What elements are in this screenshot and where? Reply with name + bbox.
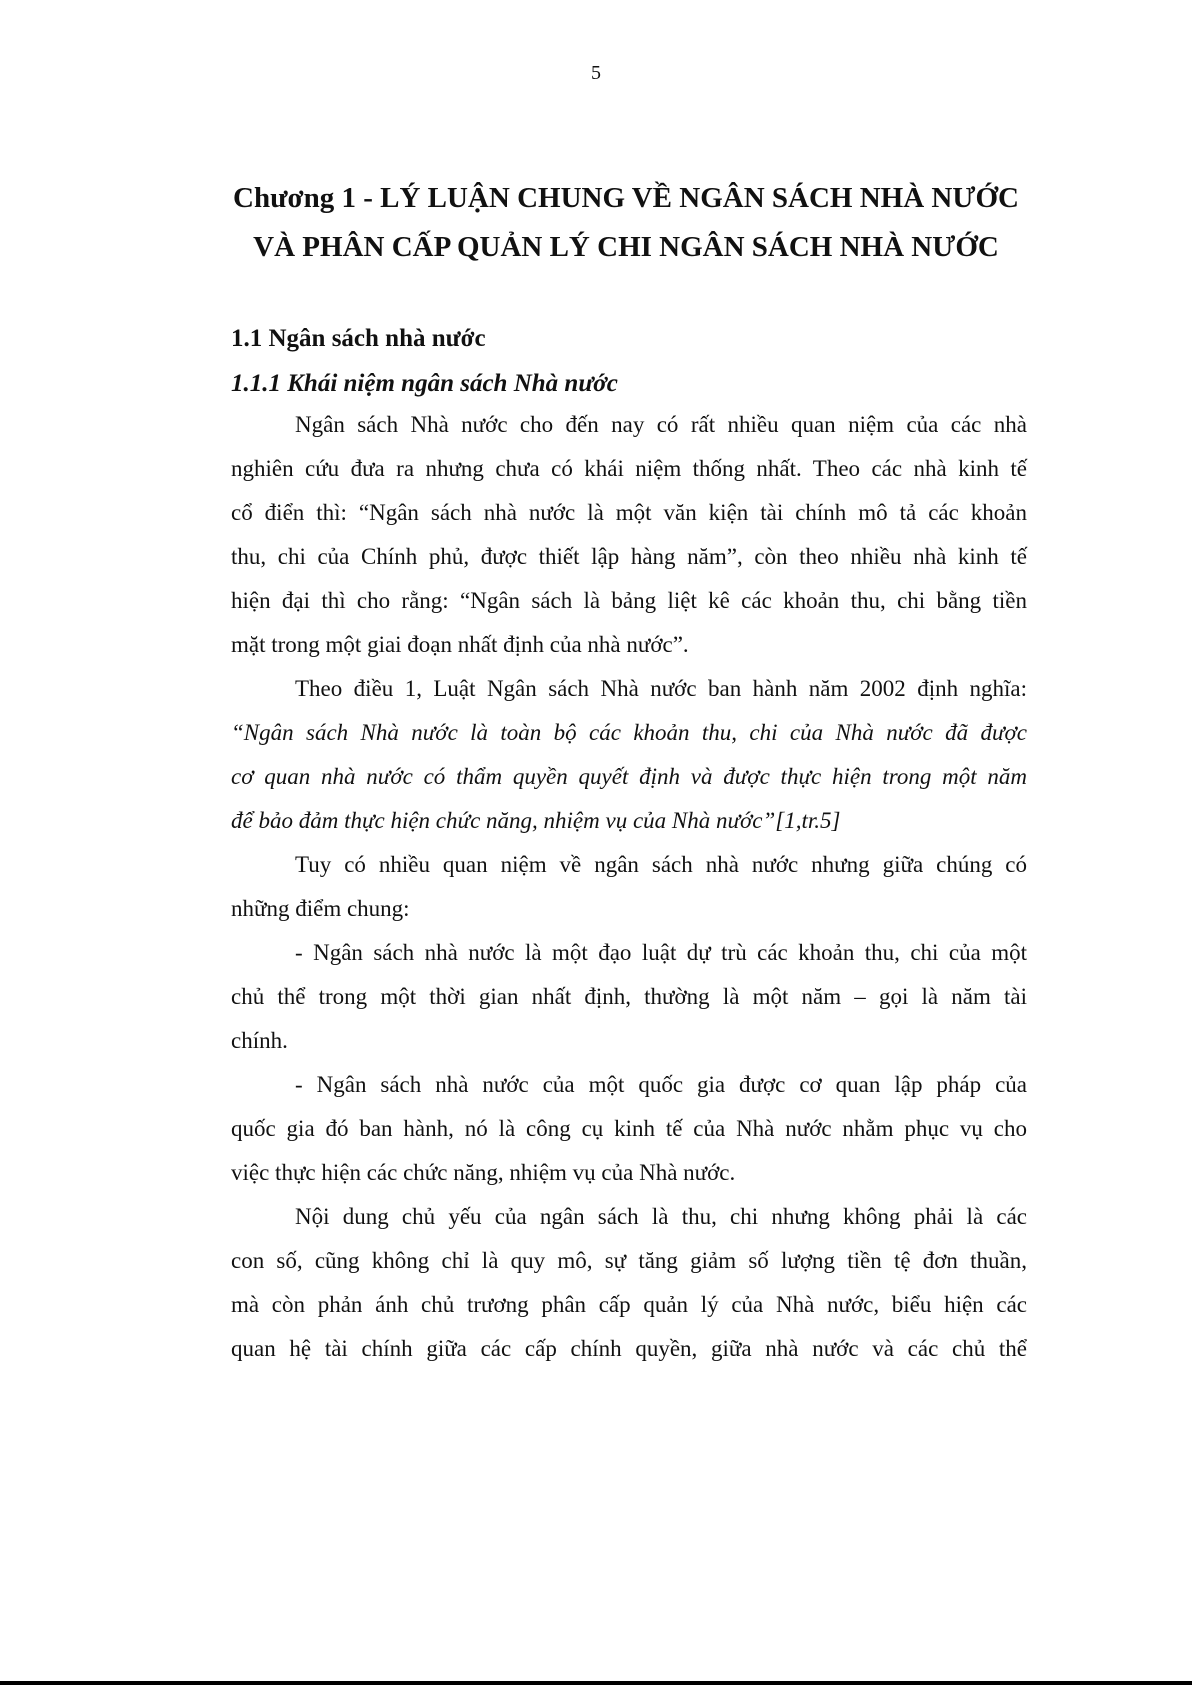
subsection-heading: 1.1.1 Khái niệm ngân sách Nhà nước <box>231 370 618 397</box>
paragraph-line: việc thực hiện các chức năng, nhiệm vụ của Nhà nước. <box>231 1160 736 1185</box>
paragraph-law-definition <box>231 667 1027 843</box>
paragraph-line: những điểm chung: <box>231 896 410 921</box>
chapter-title-line-2: VÀ PHÂN CẤP QUẢN LÝ CHI NGÂN SÁCH NHÀ NƯỚC <box>253 231 999 263</box>
paragraph-line: - Ngân sách nhà nước của một quốc gia được cơ quan lập pháp của <box>295 1072 1027 1097</box>
paragraph-line: Tuy có nhiều quan niệm về ngân sách nhà nước nhưng giữa chúng có <box>295 852 1027 877</box>
paragraph-line: nghiên cứu đưa ra nhưng chưa có khái niệm thống nhất. Theo các nhà kinh tế <box>231 456 1027 481</box>
chapter-title <box>160 174 1092 272</box>
paragraph-line: - Ngân sách nhà nước là một đạo luật dự trù các khoản thu, chi của một <box>295 940 1027 965</box>
paragraph-line: chủ thể trong một thời gian nhất định, thường là một năm – gọi là năm tài <box>231 984 1027 1009</box>
paragraph-line: mà còn phản ánh chủ trương phân cấp quản lý của Nhà nước, biểu hiện các <box>231 1292 1027 1317</box>
quote-line: “Ngân sách Nhà nước là toàn bộ các khoản thu, chi của Nhà nước đã được <box>231 720 1027 745</box>
section-heading: 1.1 Ngân sách nhà nước <box>231 325 486 352</box>
paragraph-line: quan hệ tài chính giữa các cấp chính quyền, giữa nhà nước và các chủ thể <box>231 1336 1027 1361</box>
document-body <box>231 322 1027 1371</box>
paragraph-line: cổ điển thì: “Ngân sách nhà nước là một văn kiện tài chính mô tả các khoản <box>231 500 1027 525</box>
paragraph-definition-intro <box>231 403 1027 667</box>
paragraph-line: mặt trong một giai đoạn nhất định của nhà nước”. <box>231 632 689 657</box>
paragraph-line: hiện đại thì cho rằng: “Ngân sách là bảng liệt kê các khoản thu, chi bằng tiền <box>231 588 1027 613</box>
paragraph-content <box>231 1195 1027 1371</box>
paragraph-point-1 <box>231 931 1027 1063</box>
page-number: 5 <box>591 62 601 84</box>
paragraph-common-points <box>231 843 1027 931</box>
paragraph-line: Theo điều 1, Luật Ngân sách Nhà nước ban hành năm 2002 định nghĩa: <box>295 676 1027 701</box>
paragraph-line: quốc gia đó ban hành, nó là công cụ kinh tế của Nhà nước nhằm phục vụ cho <box>231 1116 1027 1141</box>
paragraph-line: thu, chi của Chính phủ, được thiết lập hàng năm”, còn theo nhiều nhà kinh tế <box>231 544 1027 569</box>
bottom-border <box>0 1681 1192 1685</box>
quote-line: để bảo đảm thực hiện chức năng, nhiệm vụ của Nhà nước”[1,tr.5] <box>231 808 841 833</box>
paragraph-line: Ngân sách Nhà nước cho đến nay có rất nhiều quan niệm của các nhà <box>295 412 1027 437</box>
paragraph-line: chính. <box>231 1028 288 1053</box>
paragraph-line: con số, cũng không chỉ là quy mô, sự tăng giảm số lượng tiền tệ đơn thuần, <box>231 1248 1027 1273</box>
quote-line: cơ quan nhà nước có thẩm quyền quyết định và được thực hiện trong một năm <box>231 764 1027 789</box>
chapter-title-line-1: Chương 1 - LÝ LUẬN CHUNG VỀ NGÂN SÁCH NHÀ NƯỚC <box>233 182 1019 214</box>
paragraph-point-2 <box>231 1063 1027 1195</box>
paragraph-line: Nội dung chủ yếu của ngân sách là thu, chi nhưng không phải là các <box>295 1204 1027 1229</box>
